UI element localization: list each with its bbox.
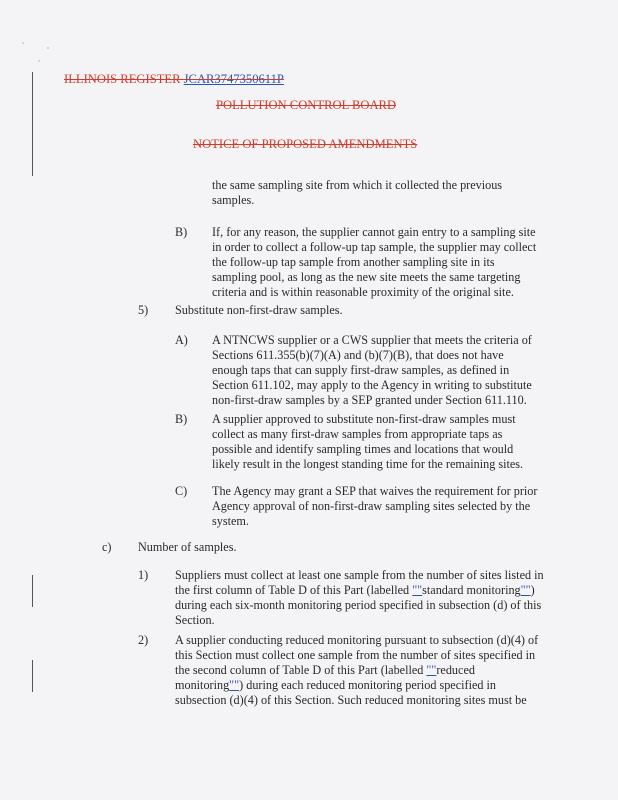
quote-mark: "" bbox=[426, 663, 437, 678]
notice-header: NOTICE OF PROPOSED AMENDMENTS bbox=[193, 137, 418, 151]
scan-speck bbox=[22, 42, 24, 44]
paragraph-c: Number of samples. bbox=[138, 540, 237, 554]
c1-text-start: Suppliers must collect at least one sample from the number of sites listed in the first column of Table D of this Part (labelled bbox=[175, 568, 544, 598]
scan-speck bbox=[47, 47, 49, 49]
item-label: 5) bbox=[138, 303, 149, 317]
quote-mark: "" bbox=[520, 583, 531, 598]
change-bar bbox=[32, 575, 33, 607]
c1-text-end: ) during each six-month monitoring period specified in subsection (d) of this Section. bbox=[175, 583, 542, 628]
item-label: 1) bbox=[138, 568, 149, 582]
item-label: A) bbox=[175, 333, 188, 347]
item-label: B) bbox=[175, 225, 188, 239]
item-label: B) bbox=[175, 412, 188, 426]
item-label: 2) bbox=[138, 633, 149, 647]
change-bar bbox=[32, 72, 33, 176]
paragraph-5b: A supplier approved to substitute non-first-draw samples must collect as many first-draw samples from appropriate taps as possible and identify sampling times and locations that would likely result in the longest standing time for the remaining sites. bbox=[212, 412, 524, 472]
paragraph-c1 bbox=[175, 568, 545, 628]
c2-text-end: ) during each reduced monitoring period specified in subsection (d)(4) of this Section. Such reduced monitoring sites must be bbox=[175, 678, 527, 708]
c2-text-start: A supplier conducting reduced monitoring pursuant to subsection (d)(4) of this Section must collect one sample from the number of sites specified in the second column of Table D of this Part (labelled bbox=[175, 633, 539, 678]
board-header: POLLUTION CONTROL BOARD bbox=[216, 98, 397, 112]
quote-mark: "" bbox=[412, 583, 423, 598]
paragraph-5: Substitute non-first-draw samples. bbox=[175, 303, 343, 317]
paragraph-5a: A NTNCWS supplier or a CWS supplier that meets the criteria of Sections 611.355(b)(7)(A) and (b)(7)(B), that does not have enough taps that can supply first-draw samples, as defined in Section 611.102, may apply to the Agency in writing to substitute non-first-draw samples by a SEP granted under Section 611.110. bbox=[212, 333, 532, 408]
item-label: C) bbox=[175, 484, 188, 498]
change-bar bbox=[32, 660, 33, 692]
quote-mark: "" bbox=[229, 678, 240, 693]
register-header bbox=[64, 72, 284, 87]
scan-speck bbox=[38, 60, 40, 62]
paragraph-c2 bbox=[175, 633, 545, 708]
register-id: JCAR3747350611P bbox=[183, 72, 284, 86]
continued-paragraph: the same sampling site from which it collected the previous samples. bbox=[212, 178, 503, 208]
paragraph-b: If, for any reason, the supplier cannot gain entry to a sampling site in order to collect a follow-up tap sample, the supplier may collect the follow-up tap sample from another sampling site in its sampling pool, as long as the new site meets the same targeting criteria and is within reasonable proximity of the original site. bbox=[212, 225, 537, 300]
paragraph-5c: The Agency may grant a SEP that waives the requirement for prior Agency approval of non-first-draw sampling sites selected by the system. bbox=[212, 484, 538, 529]
item-label: c) bbox=[102, 540, 112, 554]
c2-label-text: reduced monitoring bbox=[175, 663, 475, 693]
register-struck-text: ILLINOIS REGISTER bbox=[64, 72, 181, 86]
c1-label-text: standard monitoring bbox=[422, 583, 521, 598]
